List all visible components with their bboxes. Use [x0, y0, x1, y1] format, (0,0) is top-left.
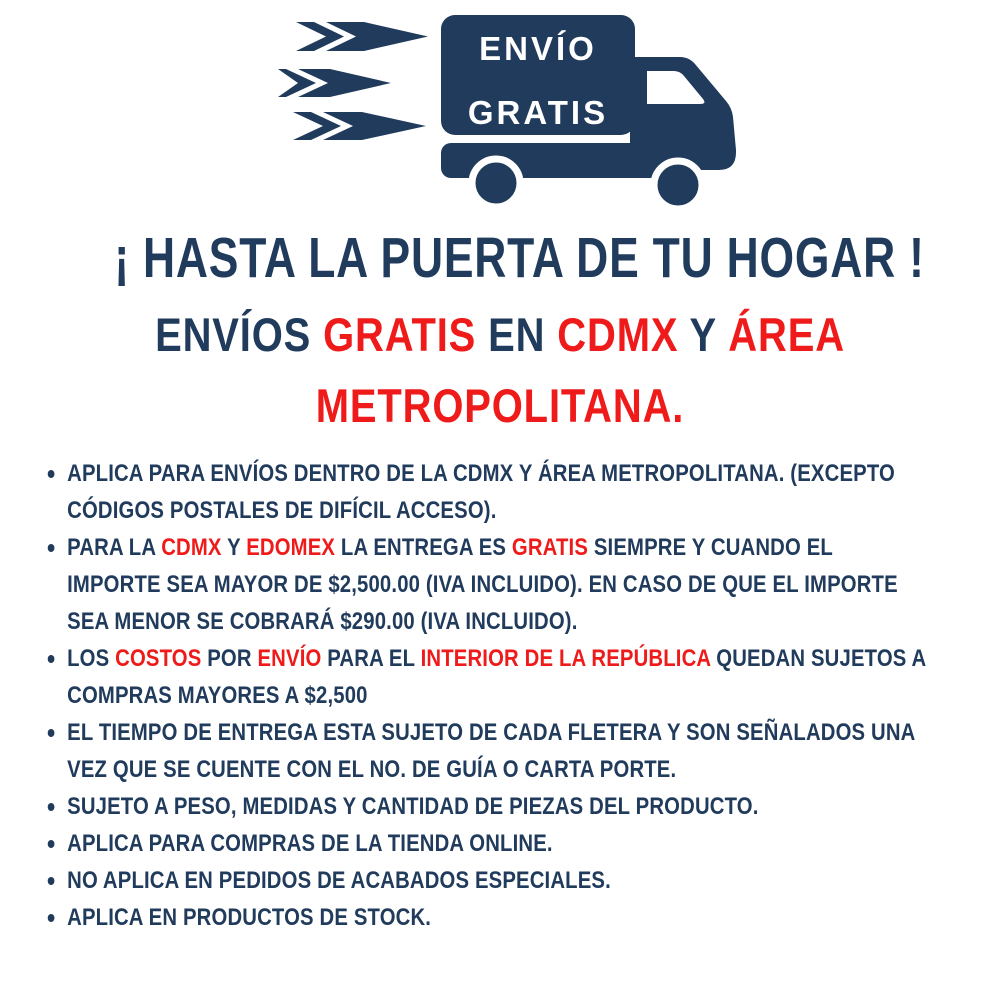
text-segment: APLICA EN PRODUCTOS DE STOCK.: [67, 904, 432, 931]
bullet-text: [67, 862, 931, 899]
text-segment: APLICA PARA ENVÍOS DENTRO DE LA CDMX Y ÁREA METROPOLITANA. (EXCEPTO CÓDIGOS POSTALES DE DIFÍCIL ACCESO).: [67, 460, 895, 524]
text-segment: ENVÍO: [257, 645, 322, 672]
text-segment: EDOMEX: [246, 534, 336, 561]
bullet-text: [67, 788, 931, 825]
bullet-item: [46, 529, 932, 640]
bullet-item: [46, 640, 932, 714]
bullet-text: [67, 529, 931, 640]
text-segment: Y: [221, 534, 247, 561]
bullet-dot-icon: [48, 470, 55, 478]
bullet-text: [67, 825, 931, 862]
bullet-dot-icon: [48, 914, 55, 922]
text-segment: NO APLICA EN PEDIDOS DE ACABADOS ESPECIALES.: [67, 867, 611, 894]
text-segment: GRATIS: [323, 308, 477, 361]
headline: [0, 224, 1000, 292]
text-segment: COSTOS: [115, 645, 202, 672]
text-segment: ENVÍOS: [155, 308, 324, 361]
text-segment: LA ENTREGA ES: [335, 534, 512, 561]
bullet-dot-icon: [48, 840, 55, 848]
bullet-text: [67, 455, 931, 529]
bullet-dot-icon: [48, 803, 55, 811]
text-segment: PARA EL: [321, 645, 421, 672]
text-segment: INTERIOR DE LA REPÚBLICA: [420, 645, 711, 672]
text-segment: APLICA PARA COMPRAS DE LA TIENDA ONLINE.: [67, 830, 553, 857]
text-segment: Y: [678, 308, 729, 361]
bullet-item: [46, 455, 932, 529]
bullet-item: [46, 899, 932, 936]
truck-badge-line2: GRATIS: [467, 94, 609, 131]
bullet-dot-icon: [48, 877, 55, 885]
subheading: [0, 299, 1000, 441]
bullet-item: [46, 788, 932, 825]
text-segment: GRATIS: [511, 534, 589, 561]
text-segment: POR: [201, 645, 258, 672]
bullet-dot-icon: [48, 544, 55, 552]
bullet-dot-icon: [48, 729, 55, 737]
text-segment: EN: [476, 308, 558, 361]
text-segment: LOS: [67, 645, 116, 672]
text-segment: EL TIEMPO DE ENTREGA ESTA SUJETO DE CADA FLETERA Y SON SEÑALADOS UNA VEZ QUE SE CUENTE CON EL NO. DE GUÍA O CARTA PORTE.: [67, 719, 915, 783]
bullet-text: [67, 714, 931, 788]
headline-text: ¡ HASTA LA PUERTA DE TU HOGAR !: [114, 226, 925, 290]
speed-lines-icon: [278, 22, 428, 140]
bullet-text: [67, 899, 931, 936]
front-wheel-icon: [654, 161, 702, 209]
bullet-item: [46, 862, 932, 899]
truck-badge-line1: ENVÍO: [479, 30, 597, 67]
subheading-line: [75, 370, 925, 441]
text-segment: METROPOLITANA.: [315, 379, 685, 432]
bullet-text: [67, 640, 931, 714]
text-segment: ÁREA: [728, 308, 845, 361]
text-segment: CDMX: [161, 534, 222, 561]
text-segment: PARA LA: [67, 534, 162, 561]
subheading-line: [75, 299, 925, 370]
shipping-policy-list: [46, 455, 932, 936]
rear-wheel-icon: [472, 159, 520, 207]
text-segment: SUJETO A PESO, MEDIDAS Y CANTIDAD DE PIEZAS DEL PRODUCTO.: [67, 793, 759, 820]
bullet-item: [46, 714, 932, 788]
text-segment: QUEDAN SUJETOS A COMPRAS MAYORES A $2,500: [67, 645, 926, 709]
bullet-dot-icon: [48, 655, 55, 663]
text-segment: CDMX: [557, 308, 679, 361]
bullet-item: [46, 825, 932, 862]
free-shipping-badge: [278, 2, 748, 212]
text-segment: SIEMPRE Y CUANDO EL IMPORTE SEA MAYOR DE $2,500.00 (IVA INCLUIDO). EN CASO DE QUE EL IMPORTE SEA MENOR SE COBRARÁ $290.00 (IVA INCLUIDO).: [67, 534, 898, 635]
